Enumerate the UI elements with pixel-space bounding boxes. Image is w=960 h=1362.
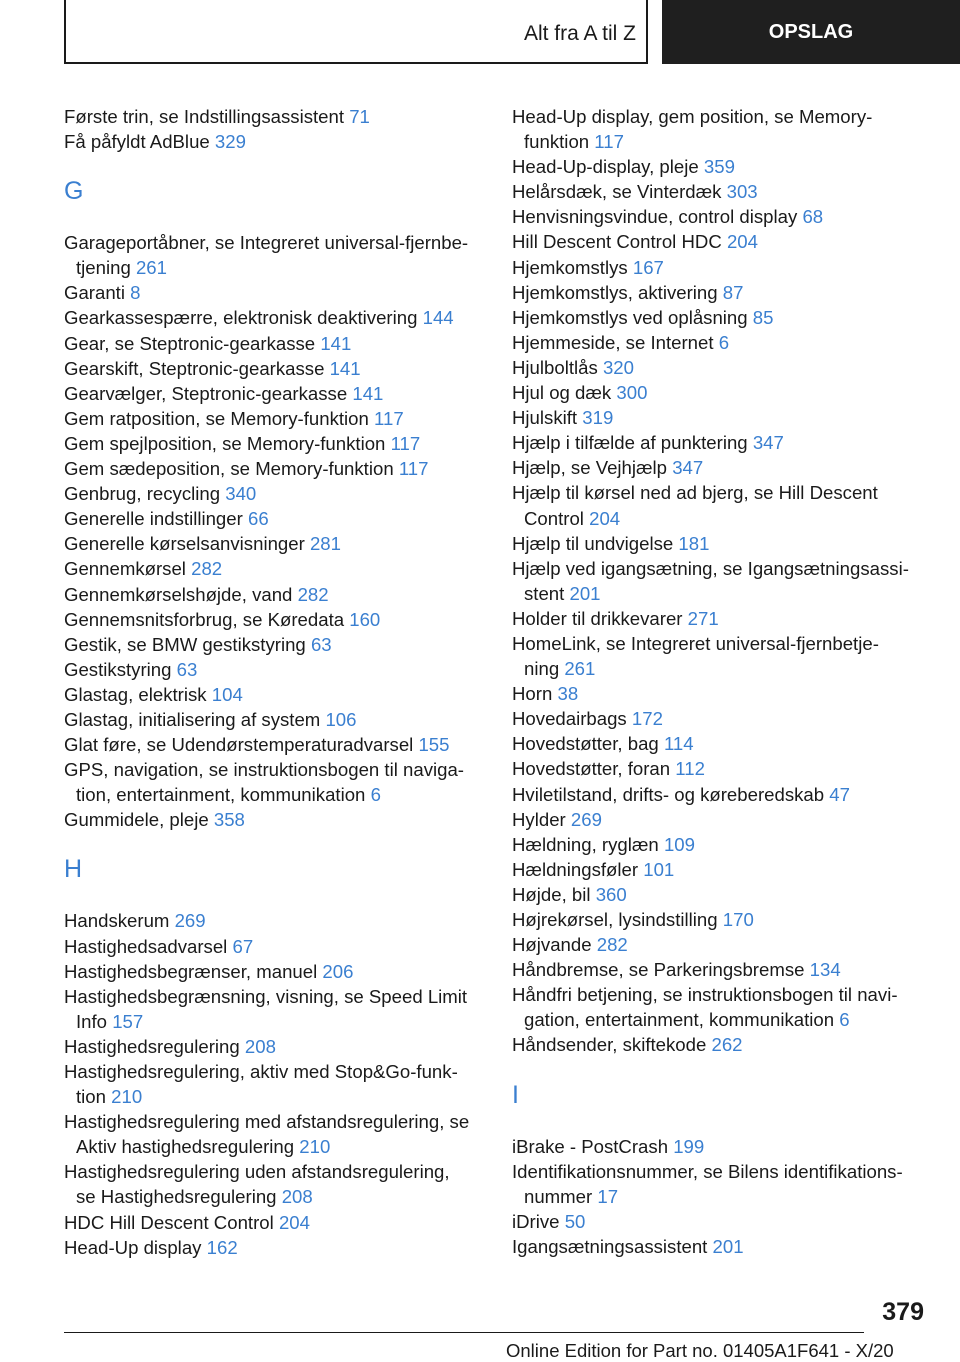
page-reference-link[interactable]: 181 (678, 532, 710, 554)
index-entry-text: Head-Up display (64, 1236, 202, 1258)
footer-edition: Online Edition for Part no. 01405A1F641 - X/20 (506, 1340, 894, 1361)
page-reference-link[interactable]: 320 (602, 356, 634, 378)
index-entry-text: Højvande (512, 934, 592, 956)
index-entry-text: Helårsdæk, se Vinterdæk (512, 181, 722, 203)
footer-divider (64, 1332, 864, 1333)
index-entry-text: Identifikationsnummer, se Bilens identifikations- (512, 1160, 903, 1182)
tab-opslag[interactable]: OPSLAG (662, 0, 960, 64)
index-entry (64, 757, 484, 807)
page-reference-link[interactable]: 281 (309, 533, 341, 555)
index-entry (512, 255, 932, 280)
index-entry (512, 731, 932, 756)
page-reference-link[interactable]: 144 (422, 307, 454, 329)
page-reference-link[interactable]: 38 (557, 683, 579, 705)
index-entry-text: Hjemkomstlys (512, 256, 628, 278)
page-reference-link[interactable]: 63 (310, 633, 332, 655)
index-entry (64, 657, 484, 682)
index-entry (512, 480, 932, 530)
index-entry-text: Glastag, initialisering af system (64, 708, 321, 730)
page-reference-link[interactable]: 204 (726, 231, 758, 253)
page-reference-link[interactable]: 47 (829, 783, 850, 805)
index-entry (64, 481, 484, 506)
index-entry (64, 280, 484, 305)
index-entry (512, 330, 932, 355)
page-number: 379 (882, 1298, 924, 1326)
index-entry-text: Hjulskift (512, 407, 578, 429)
page-reference-link[interactable]: 50 (564, 1210, 586, 1232)
index-entry-text: Hastighedsadvarsel (64, 935, 228, 957)
index-entry-continuation: gation, entertainment, kommunikation (524, 1009, 835, 1031)
page-reference-link[interactable]: 269 (570, 808, 602, 830)
page-reference-link[interactable]: 347 (672, 457, 704, 479)
index-entry-text: Højrekørsel, lysindstilling (512, 909, 718, 930)
page-reference-link[interactable]: 71 (349, 106, 370, 127)
index-entry-text: Hastighedsbegrænsning, visning, se Speed Limit (64, 985, 468, 1007)
index-entry (512, 1209, 932, 1234)
index-entry-text: Hjemmeside, se Internet (512, 331, 714, 353)
page-reference-link[interactable]: 134 (809, 959, 841, 981)
index-entry-text: Gearskift, Steptronic-gearkasse (64, 357, 325, 379)
index-entry-text: Få påfyldt AdBlue (64, 131, 210, 153)
index-entry-text: Gestik, se BMW gestikstyring (64, 633, 306, 655)
page-reference-link[interactable]: 359 (703, 156, 735, 178)
page-reference-link[interactable]: 282 (191, 558, 223, 580)
index-entry-text: GPS, navigation, se instruktionsbogen til naviga- (64, 759, 464, 781)
index-entry-continuation: ning (524, 658, 560, 680)
index-entry-text: Genbrug, recycling (64, 483, 221, 505)
index-entry (64, 1059, 484, 1109)
index-entry (64, 356, 484, 381)
index-entry-continuation: tion, entertainment, kommunikation (76, 784, 366, 806)
index-entry (512, 355, 932, 380)
index-entry-text: Hjemkomstlys, aktivering (512, 281, 718, 303)
index-entry (512, 1159, 932, 1209)
index-entry-text: Gear, se Steptronic-gearkasse (64, 332, 316, 354)
index-entry (512, 229, 932, 254)
page-reference-link[interactable]: 201 (569, 582, 601, 604)
page-reference-link[interactable]: 208 (281, 1186, 313, 1208)
index-entry (512, 606, 932, 631)
page-reference-link[interactable]: 204 (278, 1211, 310, 1233)
index-entry (64, 632, 484, 657)
index-letter-heading: G (64, 177, 84, 206)
index-entry (512, 782, 932, 807)
index-entry-text: Højde, bil (512, 883, 591, 905)
page-reference-link[interactable]: 114 (663, 733, 694, 755)
index-entry (512, 907, 932, 932)
index-entry-text: Hældningsføler (512, 858, 639, 880)
index-entry-continuation: Control (524, 507, 584, 529)
index-entry (64, 908, 484, 933)
index-entry-text: Hjælp til kørsel ned ad bjerg, se Hill Descent (512, 482, 878, 504)
index-entry-text: Gennemkørsel (64, 558, 186, 580)
index-entry (64, 1159, 484, 1209)
page-reference-link[interactable]: 66 (247, 508, 269, 530)
index-entry (64, 431, 484, 456)
index-entry (512, 882, 932, 907)
index-entry-text: Henvisningsvindue, control display (512, 206, 798, 228)
page-reference-link[interactable]: 104 (211, 683, 243, 705)
index-entry-text: Gennemkørselshøjde, vand (64, 583, 293, 605)
index-entry-text: Hylder (512, 808, 566, 830)
page-reference-link[interactable]: 358 (213, 809, 245, 831)
index-entry (512, 832, 932, 857)
page-reference-link[interactable]: 6 (718, 331, 730, 353)
index-entry-text: Gearkassespærre, elektronisk deaktivering (64, 307, 418, 329)
index-entry-text: Hovedstøtter, bag (512, 733, 659, 755)
index-entry-text: Hjælp til undvigelse (512, 532, 674, 554)
index-column-left (64, 104, 484, 1260)
index-entry-text: Håndsender, skiftekode (512, 1034, 707, 1056)
page-reference-link[interactable]: 340 (225, 483, 257, 505)
index-entry-text: Head-Up-display, pleje (512, 156, 699, 178)
index-entry (64, 807, 484, 832)
index-entry (512, 430, 932, 455)
index-entry-text: Håndbremse, se Parkeringsbremse (512, 959, 805, 981)
index-entry (64, 707, 484, 732)
index-entry (64, 531, 484, 556)
index-entry-text: HDC Hill Descent Control (64, 1211, 274, 1233)
index-entry (512, 305, 932, 330)
index-entry-text: Hjemkomstlys ved oplåsning (512, 306, 748, 328)
index-entry-text: Første trin, se Indstillingsassistent (64, 106, 345, 127)
index-entry (64, 556, 484, 581)
page-reference-link[interactable]: 282 (297, 583, 329, 605)
index-entry-text: Hastighedsregulering med afstandsregulering, se (64, 1111, 470, 1133)
index-entry (64, 959, 484, 984)
page-reference-link[interactable]: 141 (320, 332, 352, 354)
index-entry (64, 582, 484, 607)
index-entry (512, 982, 932, 1032)
index-entry (64, 1109, 484, 1159)
page-reference-link[interactable]: 172 (631, 708, 663, 730)
index-entry-text: Handskerum (64, 910, 170, 932)
page-reference-link[interactable]: 6 (370, 784, 381, 806)
page-reference-link[interactable]: 67 (232, 935, 254, 957)
page-reference-link[interactable]: 170 (722, 909, 754, 930)
page-reference-link[interactable]: 261 (564, 658, 596, 680)
index-entry (64, 129, 484, 154)
index-entry-text: Hjælp, se Vejhjælp (512, 457, 668, 479)
index-entry-text: Gem spejlposition, se Memory-funktion (64, 432, 386, 454)
page-reference-link[interactable]: 204 (589, 507, 621, 529)
page-reference-link[interactable]: 117 (374, 407, 404, 429)
page-reference-link[interactable]: 8 (130, 282, 141, 304)
index-entry-continuation: Info (76, 1010, 108, 1032)
page-reference-link[interactable]: 167 (632, 256, 664, 278)
page-reference-link[interactable]: 17 (597, 1185, 619, 1207)
page-reference-link[interactable]: 206 (322, 960, 354, 982)
index-entry (512, 807, 932, 832)
index-entry-text: Hviletilstand, drifts- og køreberedskab (512, 783, 825, 805)
page-reference-link[interactable]: 117 (390, 432, 421, 454)
page-reference-link[interactable]: 303 (726, 181, 758, 203)
index-entry (512, 932, 932, 957)
index-entry-text: Garanti (64, 282, 125, 304)
index-entry (64, 381, 484, 406)
index-entry-text: Hovedstøtter, foran (512, 758, 671, 780)
index-entry (512, 280, 932, 305)
page-reference-link[interactable]: 162 (206, 1236, 238, 1258)
index-letter-heading: I (512, 1080, 519, 1109)
index-entry (512, 204, 932, 229)
page-reference-link[interactable]: 210 (111, 1086, 143, 1108)
index-entry-text: Holder til drikkevarer (512, 607, 683, 629)
page-reference-link[interactable]: 269 (174, 910, 206, 932)
index-entry (512, 154, 932, 179)
index-entry-text: Hovedairbags (512, 708, 627, 730)
page-reference-link[interactable]: 300 (616, 382, 648, 404)
index-entry (64, 104, 484, 129)
index-entry (64, 1235, 484, 1260)
index-entry (64, 331, 484, 356)
index-entry (64, 984, 484, 1034)
index-entry (512, 405, 932, 430)
index-entry (64, 1034, 484, 1059)
index-entry (512, 857, 932, 882)
page-reference-link[interactable]: 109 (663, 833, 695, 855)
page-reference-link[interactable]: 262 (711, 1034, 743, 1056)
index-entry-text: Generelle indstillinger (64, 508, 243, 530)
index-entry (512, 179, 932, 204)
index-entry (64, 456, 484, 481)
page-reference-link[interactable]: 329 (214, 131, 246, 153)
index-entry-continuation: tion (76, 1086, 106, 1108)
page-reference-link[interactable]: 141 (352, 382, 384, 404)
page-reference-link[interactable]: 85 (752, 306, 774, 328)
page-reference-link[interactable]: 106 (325, 708, 357, 730)
page-reference-link[interactable]: 271 (687, 607, 719, 629)
page-reference-link[interactable]: 199 (673, 1135, 705, 1157)
index-entry-text: Hjulboltlås (512, 356, 598, 378)
index-entry (64, 1210, 484, 1235)
page-reference-link[interactable]: 117 (398, 458, 429, 480)
page-reference-link[interactable]: 141 (329, 357, 361, 379)
page-reference-link[interactable]: 157 (112, 1010, 144, 1032)
index-entry (512, 681, 932, 706)
index-entry-text: Horn (512, 683, 553, 705)
page-reference-link[interactable]: 87 (722, 281, 744, 303)
index-entry (512, 104, 932, 154)
index-entry-text: Håndfri betjening, se instruktionsbogen til navi- (512, 984, 898, 1006)
index-entry-text: Gearvælger, Steptronic-gearkasse (64, 382, 348, 404)
index-letter-heading: H (64, 855, 83, 884)
index-entry-text: Hastighedsregulering (64, 1035, 240, 1057)
index-entry (64, 732, 484, 757)
index-entry (64, 305, 484, 330)
index-entry-text: Garageportåbner, se Integreret universal-fjernbe- (64, 232, 469, 254)
index-entry (512, 1234, 932, 1259)
page-reference-link[interactable]: 208 (244, 1035, 276, 1057)
index-entry (64, 682, 484, 707)
index-entry-text: Igangsætningsassistent (512, 1235, 708, 1257)
page-reference-link[interactable]: 68 (802, 206, 824, 228)
page-reference-link[interactable]: 201 (712, 1235, 744, 1257)
page-reference-link[interactable]: 360 (595, 883, 627, 905)
index-entry-continuation: se Hastighedsregulering (76, 1186, 277, 1208)
index-entry (512, 706, 932, 731)
index-entry-continuation: tjening (76, 257, 131, 279)
index-entry (64, 230, 484, 280)
page-reference-link[interactable]: 101 (643, 858, 675, 880)
index-entry (512, 380, 932, 405)
page-reference-link[interactable]: 155 (418, 734, 450, 756)
index-entry-text: Glat føre, se Udendørstemperaturadvarsel (64, 734, 414, 756)
index-entry-text: Gem ratposition, se Memory-funktion (64, 407, 369, 429)
index-entry (64, 607, 484, 632)
index-entry (512, 756, 932, 781)
index-entry-text: Hjul og dæk (512, 382, 612, 404)
index-entry (512, 531, 932, 556)
index-entry-text: HomeLink, se Integreret universal-fjernbetje- (512, 632, 879, 654)
index-entry (512, 631, 932, 681)
index-entry-text: Gestikstyring (64, 658, 172, 680)
index-entry-text: Gem sædeposition, se Memory-funktion (64, 458, 394, 480)
index-entry-text: Hjælp ved igangsætning, se Igangsætningsassi- (512, 557, 909, 579)
index-entry-continuation: nummer (524, 1185, 593, 1207)
page-reference-link[interactable]: 112 (675, 758, 705, 780)
index-entry-continuation: Aktiv hastighedsregulering (76, 1136, 295, 1158)
index-entry-text: iBrake - PostCrash (512, 1135, 669, 1157)
index-entry-text: Hastighedsbegrænser, manuel (64, 960, 318, 982)
index-entry-text: Gummidele, pleje (64, 809, 209, 831)
page-reference-link[interactable]: 347 (752, 432, 784, 454)
index-entry (64, 406, 484, 431)
index-entry (64, 934, 484, 959)
page-reference-link[interactable]: 6 (839, 1009, 850, 1031)
index-entry-continuation: funktion (524, 131, 590, 153)
page-reference-link[interactable]: 160 (349, 608, 381, 630)
index-entry (64, 506, 484, 531)
index-entry (512, 556, 932, 606)
index-column-right (512, 104, 932, 1259)
index-entry-continuation: stent (524, 582, 565, 604)
index-entry-text: Hastighedsregulering, aktiv med Stop&Go-funk- (64, 1061, 458, 1082)
index-entry-text: Hill Descent Control HDC (512, 231, 722, 253)
page-reference-link[interactable]: 117 (594, 131, 624, 153)
page-reference-link[interactable]: 282 (596, 934, 628, 956)
index-entry-text: Hældning, ryglæn (512, 833, 659, 855)
index-entry-text: Glastag, elektrisk (64, 683, 207, 705)
page-reference-link[interactable]: 319 (582, 407, 614, 429)
index-entry-text: iDrive (512, 1210, 560, 1232)
index-entry-text: Gennemsnitsforbrug, se Køredata (64, 608, 345, 630)
page-reference-link[interactable]: 210 (299, 1136, 331, 1158)
index-entry (512, 455, 932, 480)
page-reference-link[interactable]: 261 (135, 257, 167, 279)
page-reference-link[interactable]: 63 (176, 658, 198, 680)
index-entry-text: Head-Up display, gem position, se Memory- (512, 106, 873, 127)
section-title: Alt fra A til Z (523, 22, 636, 45)
index-entry-text: Hastighedsregulering uden afstandsregulering, (64, 1161, 450, 1183)
index-entry (512, 1134, 932, 1159)
index-entry-text: Hjælp i tilfælde af punktering (512, 432, 748, 454)
index-entry-text: Generelle kørselsanvisninger (64, 533, 305, 555)
index-entry (512, 1032, 932, 1057)
index-entry (512, 957, 932, 982)
